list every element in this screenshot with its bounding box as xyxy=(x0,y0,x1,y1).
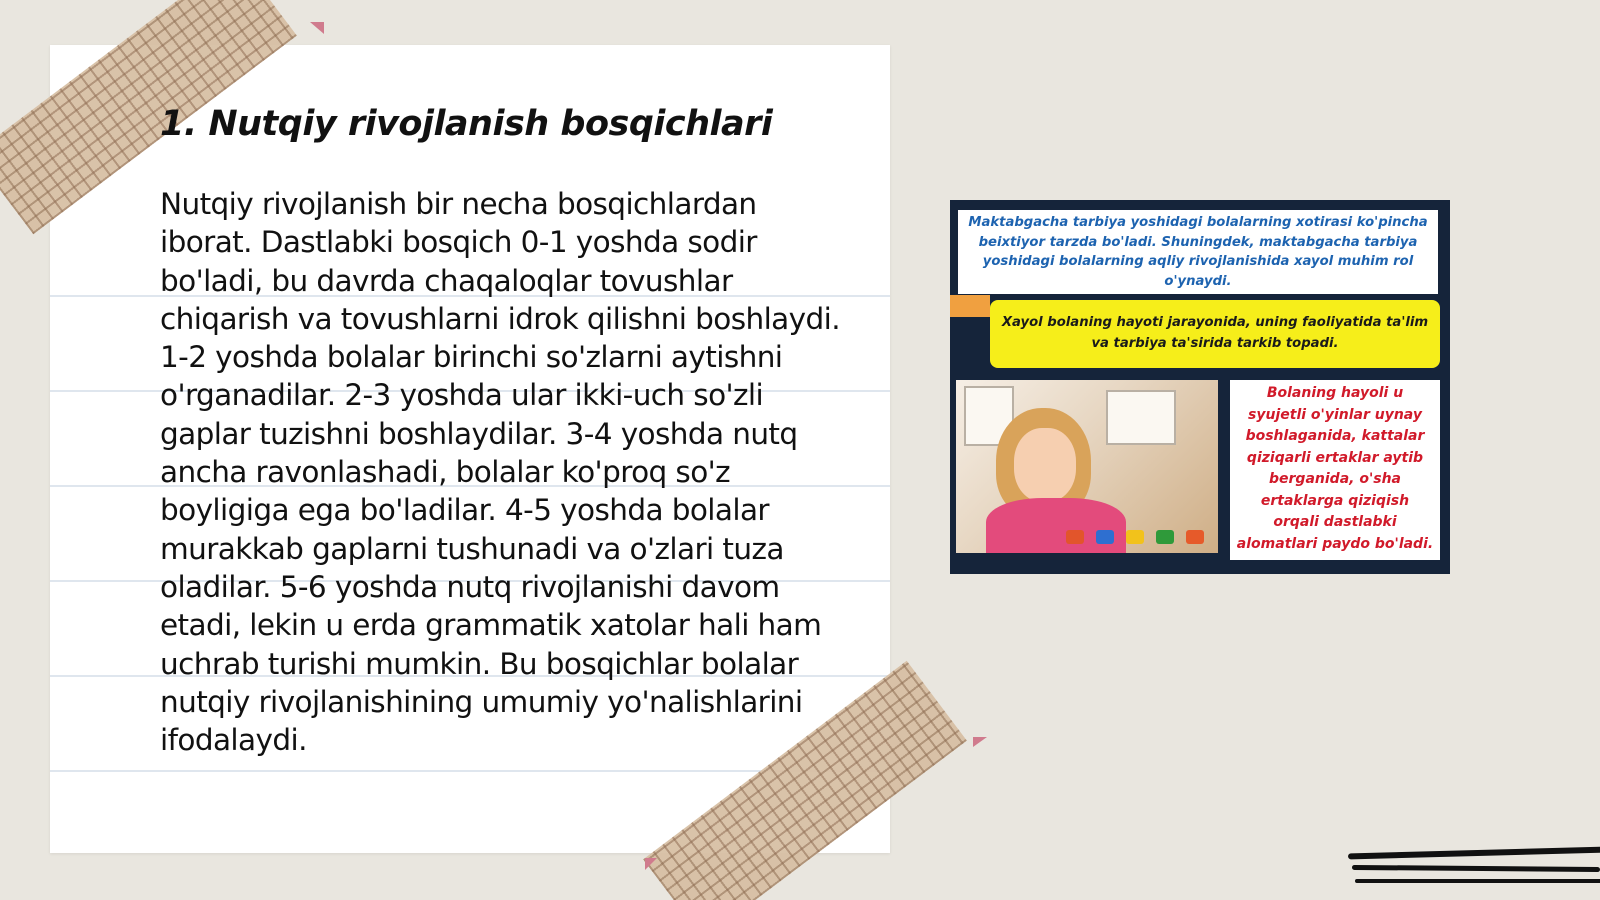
girl-painting-photo xyxy=(956,380,1218,553)
brush-stroke-decoration xyxy=(1355,879,1600,883)
infographic-top-text: Maktabgacha tarbiya yoshidagi bolalarning xotirasi ko'pincha beixtiyor tarzda bo'ladi. Shuningdek, maktabgacha tarbiya yoshidagi bolalarning aqliy rivojlanishida xayol muhim rol o'ynaydi. xyxy=(958,210,1438,294)
infographic-yellow-callout: Xayol bolaning hayoti jarayonida, uning faoliyatida ta'lim va tarbiya ta'sirida tarkib topadi. xyxy=(990,300,1440,368)
slide-body-text: Nutqiy rivojlanish bir necha bosqichlardan iborat. Dastlabki bosqich 0-1 yoshda sodir bo'ladi, bu davrda chaqaloqlar tovushlar chiqarish va tovushlarni idrok qilishni boshlaydi. 1-2 yoshda bolalar birinchi so'zlarni aytishni o'rganadilar. 2-3 yoshda ular ikki-uch so'zli gaplar tuzishni boshlaydilar. 3-4 yoshda nutq ancha ravonlashadi, bolalar ko'proq so'z boyligiga ega bo'ladilar. 4-5 yoshda bolalar murakkab gaplarni tushunadi va o'zlari tuza oladilar. 5-6 yoshda nutq rivojlanishi davom etadi, lekin u erda grammatik xatolar hali ham uchrab turishi mumkin. Bu bosqichlar bolalar nutqiy rivojlanishining umumiy yo'nalishlarini ifodalaydi. xyxy=(160,187,841,758)
paint-pot xyxy=(1096,530,1114,544)
paint-pot xyxy=(1066,530,1084,544)
paint-pot xyxy=(1186,530,1204,544)
tape-corner-decoration xyxy=(310,22,324,34)
paint-pot xyxy=(1156,530,1174,544)
girl-shirt xyxy=(986,498,1126,553)
infographic-red-text-box: Bolaning hayoli u syujetli o'yinlar uynay boshlaganida, kattalar qiziqarli ertaklar aytib berganida, o'sha ertaklarga qiziqish orqali dastlabki alomatlari paydo bo'ladi. xyxy=(1230,380,1440,560)
paint-pot xyxy=(1126,530,1144,544)
tape-corner-decoration xyxy=(645,858,657,870)
slide-title: 1. Nutqiy rivojlanish bosqichlari xyxy=(160,104,773,144)
girl-face xyxy=(1014,428,1076,502)
infographic-orange-accent xyxy=(950,295,990,317)
wall-drawing xyxy=(1106,390,1176,445)
brush-stroke-decoration xyxy=(1348,847,1600,860)
brush-stroke-decoration xyxy=(1352,865,1600,872)
tape-corner-decoration xyxy=(973,737,987,747)
infographic-image xyxy=(950,200,1450,574)
